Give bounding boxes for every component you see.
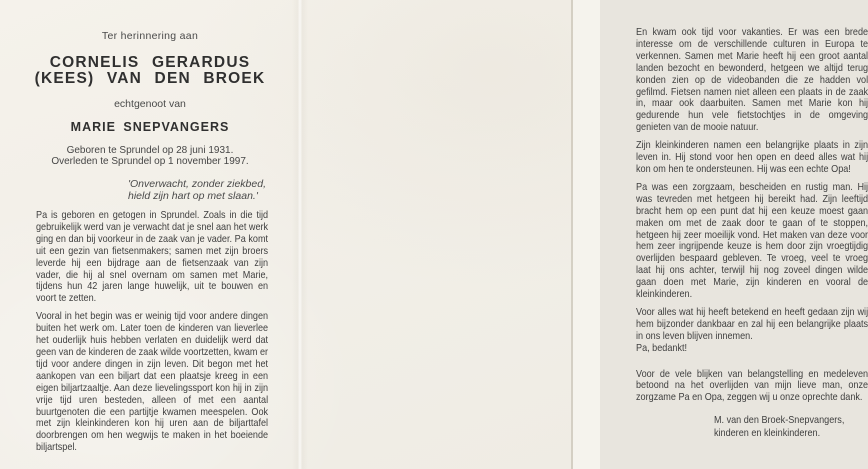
right-biography [636,27,868,439]
epitaph-quote-line2: hield zijn hart op met slaan.' [128,190,258,202]
epitaph-quote-line1: 'Onverwacht, zonder ziekbed, [128,178,266,190]
biography-paragraph: En kwam ook tijd voor vakanties. Er was een brede interesse om de verschillende culturen in Europa te verkennen. Samen met Marie heeft hij een groot aantal landen bezocht en bewonderd, hetgeen we altijd terug konden zien op de videobanden die ze hadden vol gefilmd. Fietsen namen niet alleen een plaats in de zaak in, maar ook daarbuiten. Samen met Marie kon hij gedurende hun vele fietstochtjes in de omgeving genieten van de mooie natuur. [636,26,868,134]
death-date: Overleden te Sprundel op 1 november 1997. [51,155,249,167]
biography-paragraph: Zijn kleinkinderen namen een belangrijke plaats in zijn leven in. Hij stond voor hen open en deed alles wat hij kon om hen te ondersteunen. Hij was een echte Opa! [636,139,868,175]
scan-margin [573,0,600,469]
deceased-name [15,55,285,87]
deceased-name-line2: (KEES) VAN DEN BROEK [34,70,266,87]
biography-paragraph: Vooral in het begin was er weinig tijd voor andere dingen buiten het werk om. Later toen de kinderen van lieverlee het ouderlijk huis hebben verlaten en duidelijk werd dat geen van de kinderen de zaak wilde voortzetten, kwam er tijd voor andere dingen in zijn leven. Dit begon met het aankopen van een biljart dat een plaatsje kreeg in een eigen biljartzaaltje. Aan deze lievelingssport kon hij in zijn vrije tijd uren besteden, alleen of met een aantal buurtgenoten die een partijtje kwamen meespelen. Ook met zijn kleinkinderen kon hij uren aan de biljarttafel doorbrengen om hen wegwijs te maken in het boeiende biljartspel. [36,310,269,454]
memorial-header [15,30,285,167]
signature-name: M. van den Broek-Snepvangers, [713,414,845,427]
signature-block [636,414,868,439]
thanks-exclamation: Pa, bedankt! [636,341,688,354]
spouse-name: MARIE SNEPVANGERS [70,120,230,134]
left-page [0,0,300,469]
thanks-paragraph: Voor alles wat hij heeft betekend en heeft gedaan zijn wij hem bijzonder dankbaar en zal hij een belangrijke plaats in ons leven blijven innemen. [636,305,868,342]
signature-relatives: kinderen en kleinkinderen. [713,426,821,439]
right-page [300,0,868,469]
relation-label: echtgenoot van [114,98,186,110]
biography-paragraph: Pa was een zorgzaam, bescheiden en rustig man. Hij was tevreden met hetgeen hij bereikt had. Zijn leeftijd bracht hem op een punt dat hij een keuze moest gaan maken om met de zaak door te gaan of te stoppen, hetgeen hij zeer moeilijk vond. Het maken van deze voor hem zeer ingrijpende keuze is hem door zijn vroegtijdig overlijden bespaard gebleven. Te vroeg, veel te vroeg laat hij ons achter, terwijl hij nog zoveel dingen wilde gaan doen met Marie, zijn kinderen en vooral de kleinkinderen. [636,180,868,301]
birth-date: Geboren te Sprundel op 28 juni 1931. [66,145,234,156]
deceased-name-line1: CORNELIS GERARDUS [49,54,251,71]
acknowledgement-paragraph: Voor de vele blijken van belangstelling en medeleven betoond na het overlijden van mijn lieve man, onze zorgzame Pa en Opa, zeggen wij u onze oprechte dank. [636,367,868,404]
epitaph-quote [128,178,266,202]
left-biography [36,210,268,460]
life-dates [15,146,285,167]
biography-paragraph: Pa is geboren en getogen in Sprundel. Zoals in die tijd gebruikelijk werd van je verwacht dat je snel aan het werk ging en dan bij voorkeur in de zaak van je vader. Pa komt uit een gezin van fietsenmakers; samen met zijn broers leverde hij een bijdrage aan de fietsenzaak van zijn vader, die hij al snel overnam om samen met Marie, tijdens hun 42 jaren lange huwelijk, uit te bouwen en voort te zetten. [36,209,269,305]
in-memoriam-label: Ter herinnering aan [101,30,199,42]
